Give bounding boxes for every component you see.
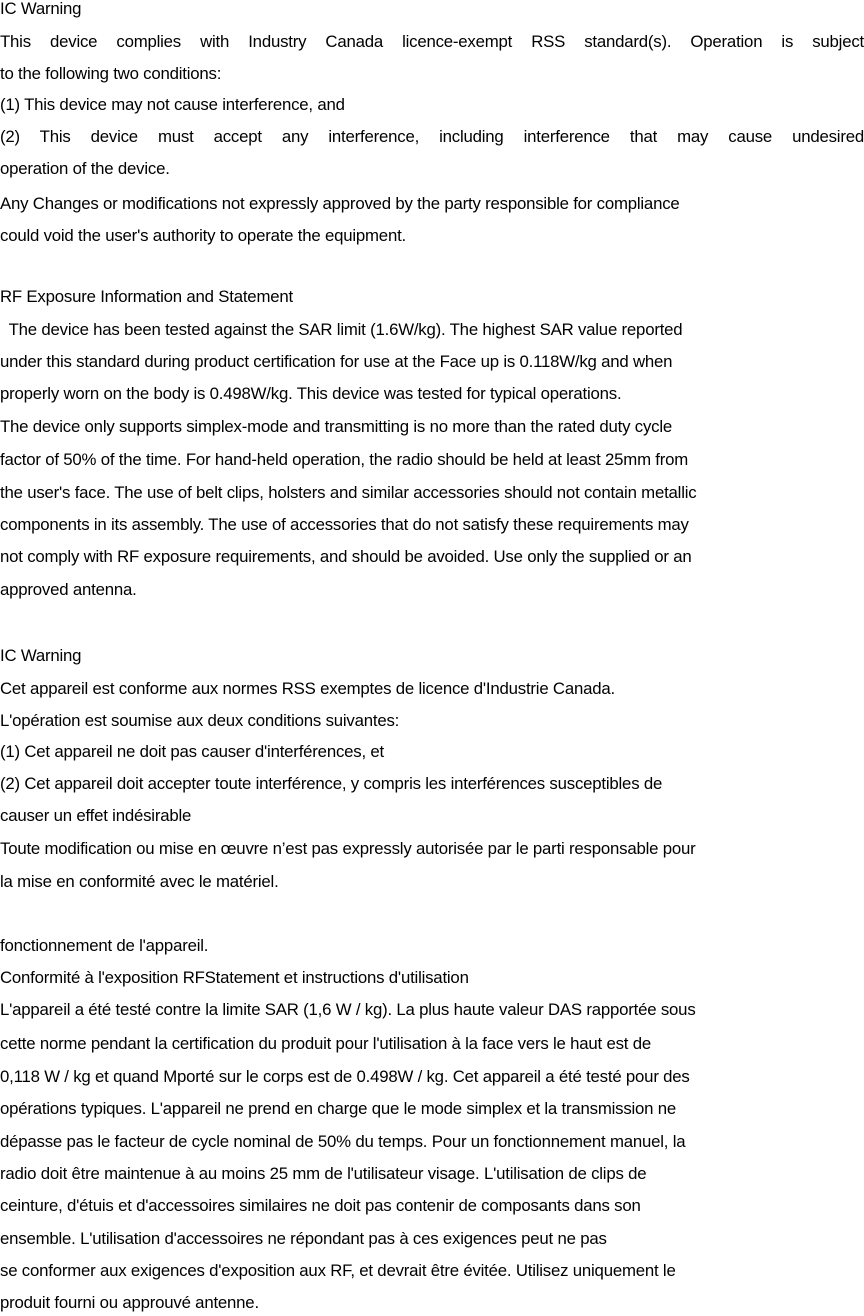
text-line: operation of the device. [0, 159, 170, 178]
text-line: Toute modification ou mise en œuvre n’est pas expressly autorisée par le parti responsable pour [0, 839, 696, 858]
text-line: The device only supports simplex-mode and transmitting is no more than the rated duty cycle [0, 417, 673, 436]
text-line: approved antenna. [0, 580, 137, 599]
section-heading-rf-exposure-fr: Conformité à l'exposition RFStatement et instructions d'utilisation [0, 968, 469, 987]
text-line: 0,118 W / kg et quand Mporté sur le corps est de 0.498W / kg. Cet appareil a été testé pour des [0, 1067, 690, 1086]
text-line: properly worn on the body is 0.498W/kg. This device was tested for typical operations. [0, 384, 622, 403]
text-line: not comply with RF exposure requirements, and should be avoided. Use only the supplied or an [0, 547, 692, 566]
text-line: radio doit être maintenue à au moins 25 mm de l'utilisateur visage. L'utilisation de clips de [0, 1164, 647, 1183]
text-line: se conformer aux exigences d'exposition aux RF, et devrait être évitée. Utilisez uniquement le [0, 1261, 676, 1280]
text-line: factor of 50% of the time. For hand-held operation, the radio should be held at least 25mm from [0, 450, 689, 469]
section-heading-rf-exposure: RF Exposure Information and Statement [0, 287, 293, 306]
text-line: causer un effet indésirable [0, 806, 192, 825]
text-line: fonctionnement de l'appareil. [0, 936, 209, 955]
text-line: (2) This device must accept any interference, including interference that may cause undesired [0, 127, 864, 146]
section-heading-ic-warning-fr: IC Warning [0, 646, 82, 665]
text-line: dépasse pas le facteur de cycle nominal de 50% du temps. Pour un fonctionnement manuel, la [0, 1132, 686, 1151]
text-line: la mise en conformité avec le matériel. [0, 872, 279, 891]
text-line: ceinture, d'étuis et d'accessoires similaires ne doit pas contenir de composants dans son [0, 1196, 641, 1215]
text-line: cette norme pendant la certification du produit pour l'utilisation à la face vers le haut est de [0, 1034, 651, 1053]
text-line: (1) Cet appareil ne doit pas causer d'interférences, et [0, 742, 384, 761]
text-line: could void the user's authority to operate the equipment. [0, 226, 407, 245]
text-line: This device complies with Industry Canada licence-exempt RSS standard(s). Operation is subject [0, 32, 864, 51]
text-line: (2) Cet appareil doit accepter toute interférence, y compris les interférences susceptibles de [0, 774, 663, 793]
text-line: to the following two conditions: [0, 64, 222, 83]
text-line: the user's face. The use of belt clips, holsters and similar accessories should not contain metallic [0, 483, 697, 502]
text-line: (1) This device may not cause interference, and [0, 95, 345, 114]
text-line: produit fourni ou approuvé antenne. [0, 1293, 259, 1312]
text-line: The device has been tested against the SAR limit (1.6W/kg). The highest SAR value reported [0, 320, 683, 339]
text-line: ensemble. L'utilisation d'accessoires ne répondant pas à ces exigences peut ne pas [0, 1229, 607, 1248]
text-line: opérations typiques. L'appareil ne prend en charge que le mode simplex et la transmission ne [0, 1099, 677, 1118]
text-line: components in its assembly. The use of accessories that do not satisfy these requirements may [0, 515, 689, 534]
text-line: Any Changes or modifications not expressly approved by the party responsible for compliance [0, 194, 680, 213]
section-heading-ic-warning-en: IC Warning [0, 0, 82, 18]
text-line: L'opération est soumise aux deux conditions suivantes: [0, 711, 400, 730]
text-line: under this standard during product certification for use at the Face up is 0.118W/kg and when [0, 352, 673, 371]
text-line: L'appareil a été testé contre la limite SAR (1,6 W / kg). La plus haute valeur DAS rapportée sous [0, 1000, 696, 1019]
text-line: Cet appareil est conforme aux normes RSS exemptes de licence d'Industrie Canada. [0, 679, 615, 698]
